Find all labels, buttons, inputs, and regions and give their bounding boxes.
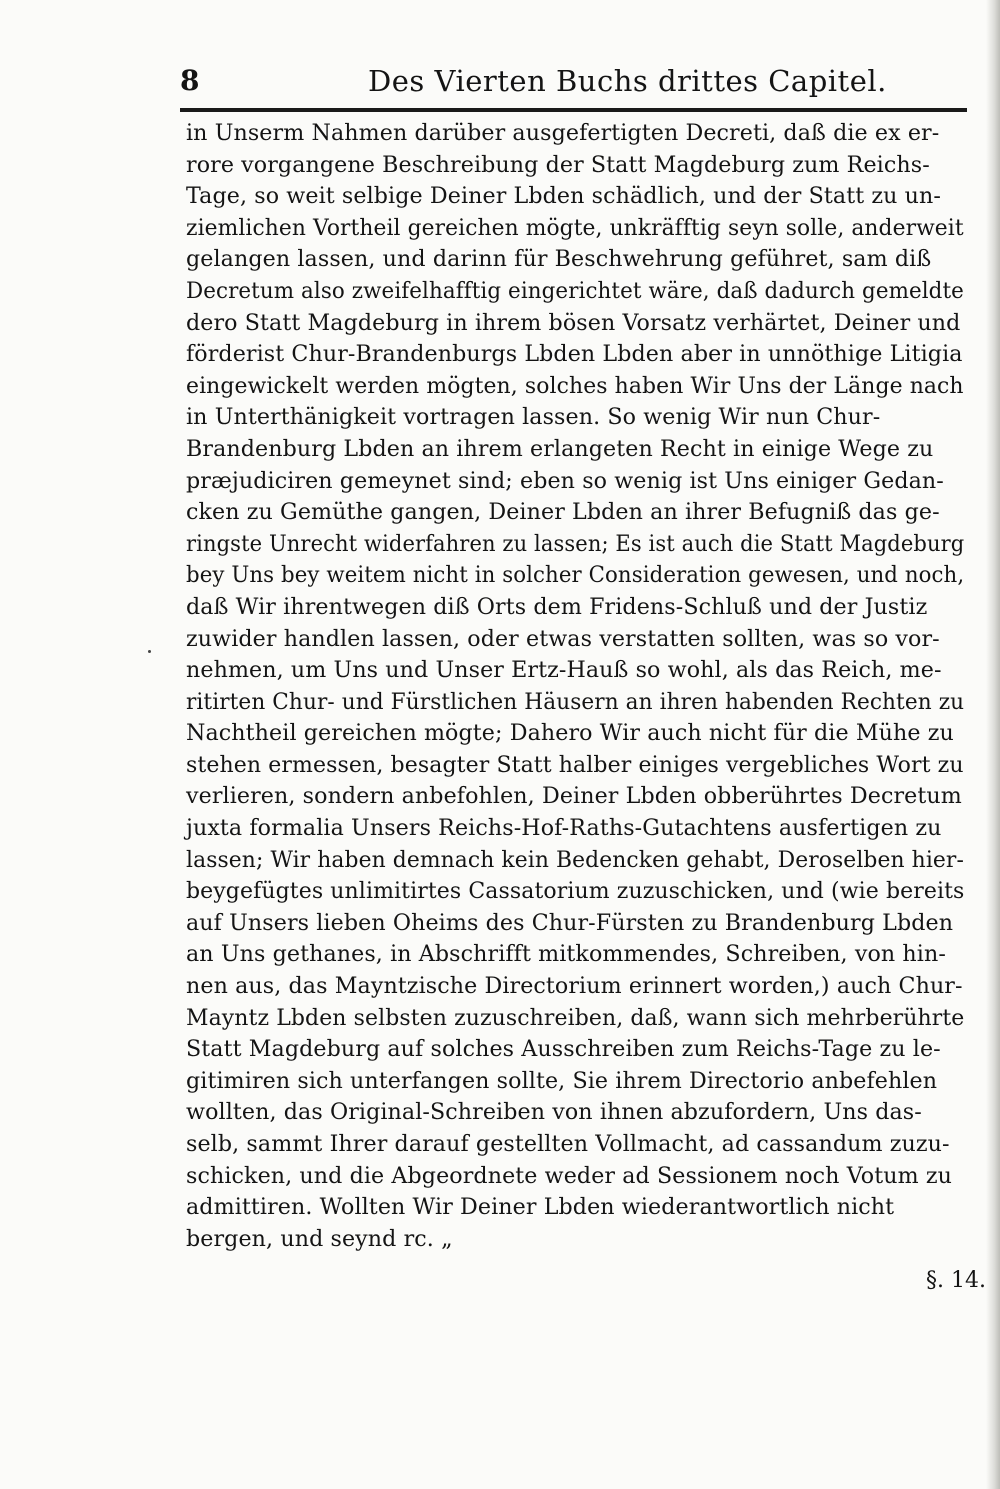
text-line: bergen, und seynd rc. „ <box>186 1225 453 1252</box>
body-text <box>186 118 976 1255</box>
text-line: ritirten Chur- und Fürstlichen Häusern an ihren habenden Rechten zu <box>186 688 965 715</box>
text-line: nehmen, um Uns und Unser Ertz-Hauß so wohl, als das Reich, me- <box>186 657 942 684</box>
text-line: Nachtheil gereichen mögte; Dahero Wir auch nicht für die Mühe zu <box>186 720 954 747</box>
text-line: Statt Magdeburg auf solches Ausschreiben zum Reichs-Tage zu le- <box>186 1036 941 1063</box>
text-line: nen aus, das Mayntzische Directorium erinnert worden,) auch Chur- <box>186 973 963 1000</box>
text-line: dero Statt Magdeburg in ihrem bösen Vorsatz verhärtet, Deiner und <box>186 309 961 336</box>
text-line: lassen; Wir haben demnach kein Bedencken gehabt, Deroselben hier- <box>186 846 964 873</box>
text-line: admittiren. Wollten Wir Deiner Lbden wiederantwortlich nicht <box>186 1194 895 1221</box>
text-line: juxta formalia Unsers Reichs-Hof-Raths-Gutachtens ausfertigen zu <box>186 815 942 842</box>
text-line: auf Unsers lieben Oheims des Chur-Fürsten zu Brandenburg Lbden <box>186 909 954 936</box>
text-line: cken zu Gemüthe gangen, Deiner Lbden an ihrer Befugniß das ge- <box>186 499 940 526</box>
text-line: ziemlichen Vortheil gereichen mögte, unkräfftig seyn solle, anderweit <box>186 214 964 241</box>
text-line: ringste Unrecht widerfahren zu lassen; Es ist auch die Statt Magdeburg <box>186 530 965 557</box>
text-line: daß Wir ihrentwegen diß Orts dem Fridens-Schluß und der Justiz <box>186 593 928 620</box>
text-line: förderist Chur-Brandenburgs Lbden Lbden aber in unnöthige Litigia <box>186 341 963 368</box>
text-line: schicken, und die Abgeordnete weder ad Sessionem noch Votum zu <box>186 1162 952 1189</box>
text-line: verlieren, sondern anbefohlen, Deiner Lbden obberührtes Decretum <box>186 783 962 810</box>
header-rule <box>180 108 967 112</box>
text-line: beygefügtes unlimitirtes Cassatorium zuzuschicken, und (wie bereits <box>186 878 965 905</box>
text-line: stehen ermessen, besagter Statt halber einiges vergebliches Wort zu <box>186 751 964 778</box>
text-line: præjudiciren gemeynet sind; eben so wenig ist Uns einiger Gedan- <box>186 467 944 494</box>
text-line: bey Uns bey weitem nicht in solcher Consideration gewesen, und noch, <box>186 562 965 589</box>
text-line: Tage, so weit selbige Deiner Lbden schädlich, und der Statt zu un- <box>186 183 941 210</box>
catchword: §. 14. <box>926 1268 986 1293</box>
text-line: in Unserm Nahmen darüber ausgefertigten Decreti, daß die ex er- <box>186 120 940 146</box>
text-line: gitimiren sich unterfangen sollte, Sie ihrem Directorio anbefehlen <box>186 1067 938 1094</box>
text-line: in Unterthänigkeit vortragen lassen. So wenig Wir nun Chur- <box>186 404 881 431</box>
ink-speck <box>148 650 151 653</box>
text-line: gelangen lassen, und darinn für Beschwehrung geführet, sam diß <box>186 246 932 273</box>
page-number: 8 <box>180 64 200 97</box>
running-title: Des Vierten Buchs drittes Capitel. <box>368 64 887 98</box>
running-head <box>178 60 968 106</box>
text-line: an Uns gethanes, in Abschrifft mitkommendes, Schreiben, von hin- <box>186 941 946 968</box>
text-line: zuwider handlen lassen, oder etwas verstatten sollten, was so vor- <box>186 625 940 652</box>
text-line: Brandenburg Lbden an ihrem erlangeten Recht in einige Wege zu <box>186 435 934 462</box>
text-line: selb, sammt Ihrer darauf gestellten Vollmacht, ad cassandum zuzu- <box>186 1131 950 1157</box>
text-line: eingewickelt werden mögten, solches haben Wir Uns der Länge nach <box>186 372 964 399</box>
text-line: wollten, das Original-Schreiben von ihnen abzufordern, Uns das- <box>186 1099 922 1126</box>
page-edge-shadow <box>986 0 1000 1489</box>
text-line: Decretum also zweifelhafftig eingerichtet wäre, daß dadurch gemeldte <box>186 277 964 304</box>
text-line: Mayntz Lbden selbsten zuzuschreiben, daß, wann sich mehrberührte <box>186 1004 965 1031</box>
text-line: rore vorgangene Beschreibung der Statt Magdeburg zum Reichs- <box>186 151 930 178</box>
